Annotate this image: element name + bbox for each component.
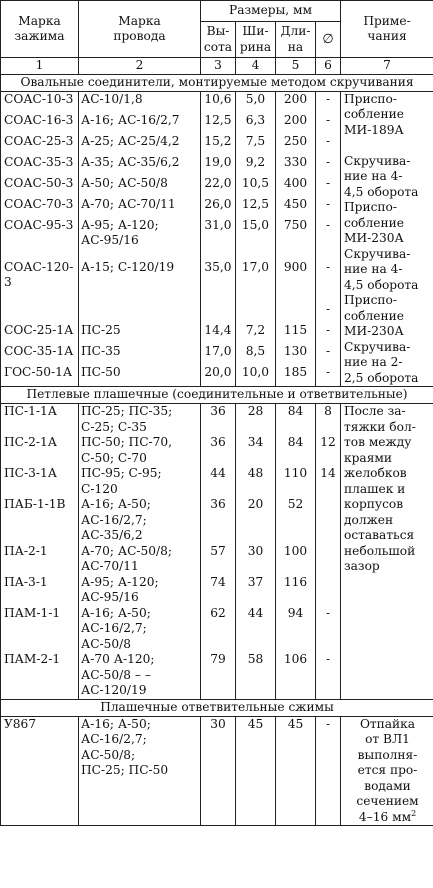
table-cell-c3: 19,0 [201, 155, 236, 176]
table-cell-c5 [276, 302, 316, 323]
table-cell-c5: 94 [276, 606, 316, 653]
table-cell-c6: 12 [316, 435, 341, 466]
table-cell-c2: А-50; АС-50/8 [79, 176, 201, 197]
table-cell-c4: 37 [236, 575, 276, 606]
table-cell-c1: СОАС-25-3 [1, 134, 79, 155]
table-cell-c4: 30 [236, 544, 276, 575]
table-cell-c4: 20 [236, 497, 276, 544]
table-cell-c6: 8 [316, 404, 341, 436]
header-notes: Приме- чания [341, 1, 433, 58]
table-cell-c4: 58 [236, 652, 276, 699]
table-cell-c5: 200 [276, 113, 316, 134]
table-cell-c3: 10,6 [201, 91, 236, 113]
note-cell [341, 91, 433, 387]
table-cell-c1: СОАС-16-3 [1, 113, 79, 134]
column-number: 7 [341, 58, 433, 75]
table-cell-c6: - [316, 176, 341, 197]
table-cell-c3: 30 [201, 716, 236, 826]
table-cell-c3: 36 [201, 497, 236, 544]
table-cell-c4: 34 [236, 435, 276, 466]
column-number: 5 [276, 58, 316, 75]
column-number: 2 [79, 58, 201, 75]
column-number: 6 [316, 58, 341, 75]
table-cell-c4: 7,5 [236, 134, 276, 155]
table-cell-c1: ПАМ-1-1 [1, 606, 79, 653]
note-cell [341, 716, 433, 826]
table-cell-c3: 15,2 [201, 134, 236, 155]
table-cell-c6: - [316, 716, 341, 826]
table-cell-c2: А-70; АС-70/11 [79, 197, 201, 218]
table-cell-c2: А-16; А-50; АС-16/2,7; АС-35/6,2 [79, 497, 201, 544]
table-cell-c4: 45 [236, 716, 276, 826]
table-cell-c3: 36 [201, 404, 236, 436]
table-cell-c2: ПС-25 [79, 323, 201, 344]
table-cell-c2: А-16; АС-16/2,7 [79, 113, 201, 134]
table-cell-c4: 8,5 [236, 344, 276, 365]
table-cell-c1 [1, 302, 79, 323]
table-cell-c6: 14 [316, 466, 341, 497]
table-cell-c3: 14,4 [201, 323, 236, 344]
table-cell-c2: А-16; А-50; АС-16/2,7; АС-50/8; ПС-25; ПС-50 [79, 716, 201, 826]
table-cell-c6: - [316, 197, 341, 218]
table-cell-c3: 17,0 [201, 344, 236, 365]
table-cell-c6: - [316, 302, 341, 323]
table-cell-c3: 44 [201, 466, 236, 497]
table-cell-c1: СОАС-70-3 [1, 197, 79, 218]
note-text: Приспо- собление МИ-189А Скручива- ние на 4- 4,5 оборота Приспо- собление МИ-230А Скручива- ние на 4- 4,5 оборота Приспо- собление МИ-230А Скручива- ние на 2- 2,5 оборота [344, 91, 419, 385]
table-cell-c5: 130 [276, 344, 316, 365]
table-cell-c5: 400 [276, 176, 316, 197]
table-cell-c4: 9,2 [236, 155, 276, 176]
table-cell-c5: 116 [276, 575, 316, 606]
table-cell-c4: 12,5 [236, 197, 276, 218]
table-cell-c5: 100 [276, 544, 316, 575]
table-cell-c5: 115 [276, 323, 316, 344]
table-cell-c5: 84 [276, 435, 316, 466]
header-height: Вы- сота [201, 22, 236, 58]
table-cell-c5: 900 [276, 260, 316, 302]
table-row [1, 716, 433, 826]
table-cell-c3: 20,0 [201, 365, 236, 387]
table-cell-c4: 48 [236, 466, 276, 497]
table-cell-c5: 250 [276, 134, 316, 155]
table-cell-c4 [236, 302, 276, 323]
table-cell-c6: - [316, 91, 341, 113]
table-cell-c3: 12,5 [201, 113, 236, 134]
column-number-row [1, 58, 433, 75]
column-number: 4 [236, 58, 276, 75]
table-cell-c1: СОАС-10-3 [1, 91, 79, 113]
table-cell-c1: ГОС-50-1А [1, 365, 79, 387]
section-title-loop: Петлевые плашечные (соединительные и ответвительные) [1, 387, 433, 404]
table-cell-c2 [79, 302, 201, 323]
note-text: Отпайка от ВЛ1 выполня- ется про- водами сечением 4–16 мм [356, 716, 419, 824]
table-cell-c1: У867 [1, 716, 79, 826]
header-clamp-brand: Марка зажима [1, 1, 79, 58]
table-cell-c3: 62 [201, 606, 236, 653]
table-cell-c5: 106 [276, 652, 316, 699]
table-cell-c6 [316, 544, 341, 575]
table-cell-c5: 330 [276, 155, 316, 176]
header-wire-brand: Марка провода [79, 1, 201, 58]
table-cell-c1: ПАБ-1-1В [1, 497, 79, 544]
table-cell-c2: АС-10/1,8 [79, 91, 201, 113]
table-cell-c3: 36 [201, 435, 236, 466]
table-cell-c3: 57 [201, 544, 236, 575]
table-cell-c4: 17,0 [236, 260, 276, 302]
table-cell-c3 [201, 302, 236, 323]
section-title-branch: Плашечные ответвительные сжимы [1, 699, 433, 716]
table-cell-c5: 52 [276, 497, 316, 544]
table-cell-c5: 450 [276, 197, 316, 218]
note-cell [341, 404, 433, 700]
table-cell-c1: СОАС-95-3 [1, 218, 79, 260]
table-cell-c5: 750 [276, 218, 316, 260]
table-cell-c4: 5,0 [236, 91, 276, 113]
table-cell-c4: 7,2 [236, 323, 276, 344]
table-cell-c5: 185 [276, 365, 316, 387]
column-number: 1 [1, 58, 79, 75]
table-cell-c4: 28 [236, 404, 276, 436]
note-superscript: 2 [411, 808, 417, 818]
table-cell-c2: ПС-50 [79, 365, 201, 387]
table-cell-c6: - [316, 652, 341, 699]
table-cell-c3: 74 [201, 575, 236, 606]
table-cell-c6: - [316, 323, 341, 344]
header-diameter: ∅ [316, 22, 341, 58]
table-cell-c2: ПС-95; С-95; С-120 [79, 466, 201, 497]
header-width: Ши- рина [236, 22, 276, 58]
table-cell-c1: СОАС-35-3 [1, 155, 79, 176]
table-cell-c1: ПС-1-1А [1, 404, 79, 436]
table-cell-c6: - [316, 260, 341, 302]
table-cell-c6: - [316, 113, 341, 134]
table-cell-c1: СОС-25-1А [1, 323, 79, 344]
table-cell-c2: А-95; А-120; АС-95/16 [79, 575, 201, 606]
table-cell-c6: - [316, 365, 341, 387]
table-cell-c4: 10,0 [236, 365, 276, 387]
header-length: Дли- на [276, 22, 316, 58]
table-cell-c6: - [316, 606, 341, 653]
table-cell-c5: 110 [276, 466, 316, 497]
table-cell-c2: А-95; А-120; АС-95/16 [79, 218, 201, 260]
table-cell-c1: СОС-35-1А [1, 344, 79, 365]
table-cell-c6: - [316, 134, 341, 155]
table-cell-c2: ПС-35 [79, 344, 201, 365]
table-cell-c2: А-70; АС-50/8; АС-70/11 [79, 544, 201, 575]
table-cell-c3: 35,0 [201, 260, 236, 302]
table-cell-c4: 10,5 [236, 176, 276, 197]
table-cell-c2: А-16; А-50; АС-16/2,7; АС-50/8 [79, 606, 201, 653]
table-cell-c6 [316, 575, 341, 606]
table-cell-c4: 6,3 [236, 113, 276, 134]
table-cell-c6: - [316, 155, 341, 176]
table-row [1, 91, 433, 113]
table-cell-c2: А-25; АС-25/4,2 [79, 134, 201, 155]
table-cell-c6: - [316, 344, 341, 365]
table-cell-c2: А-35; АС-35/6,2 [79, 155, 201, 176]
table-cell-c1: ПА-3-1 [1, 575, 79, 606]
table-cell-c6 [316, 497, 341, 544]
table-cell-c6: - [316, 218, 341, 260]
table-cell-c5: 84 [276, 404, 316, 436]
table-cell-c3: 26,0 [201, 197, 236, 218]
table-cell-c5: 200 [276, 91, 316, 113]
header-dimensions: Размеры, мм [201, 1, 341, 22]
table-cell-c1: ПС-2-1А [1, 435, 79, 466]
table-cell-c3: 79 [201, 652, 236, 699]
table-cell-c4: 44 [236, 606, 276, 653]
table-cell-c4: 15,0 [236, 218, 276, 260]
section-title-oval: Овальные соединители, монтируемые методом скручивания [1, 74, 433, 91]
table-cell-c2: ПС-25; ПС-35; С-25; С-35 [79, 404, 201, 436]
table-cell-c3: 22,0 [201, 176, 236, 197]
note-text: После за- тяжки бол- тов между краями желобков плашек и корпусов должен оставаться небольшой зазор [344, 404, 416, 573]
table-cell-c2: А-70 А-120; АС-50/8 – – АС-120/19 [79, 652, 201, 699]
table-cell-c1: СОАС-50-3 [1, 176, 79, 197]
table-row [1, 404, 433, 436]
table-cell-c1: ПА-2-1 [1, 544, 79, 575]
column-number: 3 [201, 58, 236, 75]
table-cell-c1: ПАМ-2-1 [1, 652, 79, 699]
table-cell-c5: 45 [276, 716, 316, 826]
table-cell-c2: ПС-50; ПС-70, С-50; С-70 [79, 435, 201, 466]
table-cell-c2: А-15; С-120/19 [79, 260, 201, 302]
table-cell-c1: СОАС-120-3 [1, 260, 79, 302]
table-cell-c1: ПС-3-1А [1, 466, 79, 497]
table-cell-c3: 31,0 [201, 218, 236, 260]
